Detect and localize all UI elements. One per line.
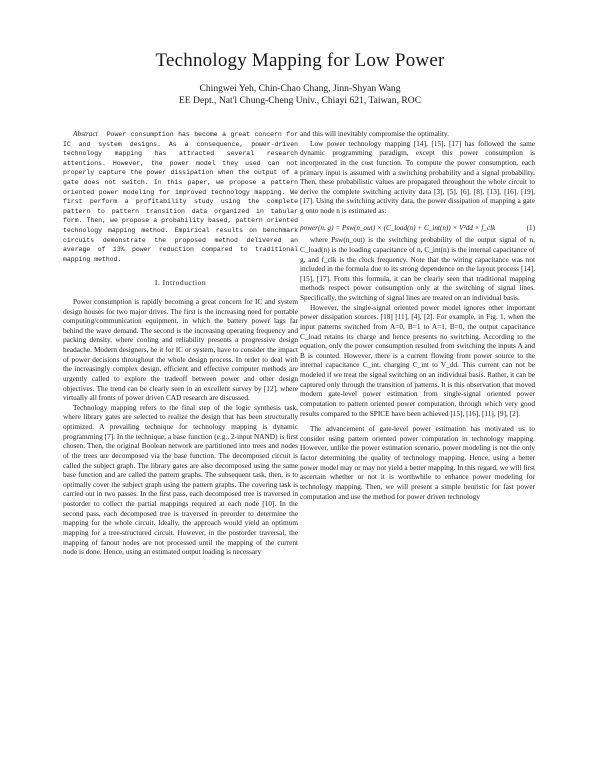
author-names: Chingwei Yeh, Chin-Chao Chang, Jinn-Shyan Wang [199,83,401,94]
author-block [0,83,600,107]
right-paragraph-1: Low power technology mapping [14], [15], [17] has followed the same dynamic programming paradigm, except this power consumption is incorporated in the cost function. To compute the power consumption, each primary input is assumed with a switching probability and a signal probability. Then, these probabilistic values are propagated throughout the whole circuit to derive the complete switching activity data [3], [5], [6], [8], [13], [16], [19], [17]. Using the switching activity data, the power dissipation of mapping a gate g onto node n is estimated as: [300,138,535,215]
abstract-lead: Abstract [73,129,98,138]
section-heading-introduction: I. Introduction [154,278,207,288]
right-paragraph-4: The advancement of gate-level power estimation has motivated us to consider using pattern oriented power computation in technology mapping. However, unlike the power estimation scenario, power modeling is not the only factor determining the quality of technology mapping. Hence, using a better power model may or may not yield a better mapping. In this regard, we will first ascertain whether or not it is worthwhile to enhance power modeling for technology mapping. Then, we will present a simple heuristic for fast power computation and use the method for power driven technology [300,424,535,501]
abstract-text: Power consumption has become a great concern for IC and system designs. As a consequence, power-driven technology mapping has attracted several research attentions. However, the power model they used can not properly capture the power dissipation when the output of a gate does not switch. In this paper, we propose a pattern oriented power modeling for improved technology mapping. We first perform a profitability study using the complete pattern to pattern transition data organized in tabular form. Then, we propose a probability based, pattern oriented technology mapping method. Empirical results on benchmark circuits demonstrate the proposed method delivered an average of 13% power reduction compared to traditional mapping method. [63,131,298,263]
right-paragraph-0: and this will inevitably compromise the optimality. [300,129,449,138]
intro-paragraph-2: Technology mapping refers to the final step of the logic synthesis task, where library gates are selected to realize the design that has been structurally optimized. A prevailing technique for technology mapping is dynamic programming [7]. In the technique, a base function (e.g., 2-input NAND) is first chosen. Then, the original Boolean network are partitioned into trees and nodes of the trees are decomposed via the base function. The decomposed circuit is called the subject graph. The library gates are also decomposed using the same base function and are called the pattern graphs. The subsequent task, then, is to optimally cover the subject graph using the pattern graphs. The covering task is carried out in two passes. In the first pass, each decomposed tree is traversed in postorder to collect the partial mappings required at each node [10]. In the second pass, each decomposed tree is traversed in preorder to determine the mapping for the whole circuit. Ideally, the approach would yield an optimum mapping for a tree-structured circuit. However, in the postorder traversal, the mapping of fanout nodes are not processed until the mapping of the current node is done. Hence, using an estimated output loading is necessary [63,402,298,557]
right-column [300,129,535,501]
left-column [63,129,298,557]
abstract [63,129,298,264]
author-affiliation: EE Dept., Nat'l Chung-Cheng Univ., Chiayi 621, Taiwan, ROC [178,95,422,106]
equation-number: (1) [526,223,535,232]
paper-title: Technology Mapping for Low Power [155,50,445,71]
equation-body: power(n, g) = Psw(n_out) × (C_load(n) + C_int(n)) × V²dd × f_clk [300,223,496,232]
intro-paragraph-1: Power consumption is rapidly becoming a great concern for IC and system design houses for two major drives. The first is the increasing need for portable computing/communication equipment, in which the battery power lags far behind the wave demand. The second is the increasing operating frequency and packing density, where cooling and reliability presents a progressive design headache. Modern designers, be it for IC or system, have to consider the impact of power decisions throughout the whole design process. In order to deal with the increasingly complex design, efficient and effective computer methods are urgently called to explore the tradeoff between power and other design objectives. The trend can be clearly seen in an excellent survey by [12], where virtually all fronts of power driven CAD research are discussed. [63,296,298,403]
right-paragraph-3: However, the single-signal oriented power model ignores other important power dissipation sources. [18] [11], [4], [2]. For example, in Fig. 1, when the input patterns switched from A=0, B=1 to A=1, B=0, the output capacitance C_load retains its charge and hence presents no switching. According to the equation, only the power consumption resulted from switching the inputs A and B is counted. However, there is a current flowing from power source to the internal capacitance C_int, charging C_int to V_dd. This current can not be modeled if we treat the signal switching on an individual basis. Rather, it can be captured only through the transition of patterns. It is this observation that moved modern gate-level power estimation from single-signal oriented power computation to pattern oriented power computation, through which very good results compared to the SPICE have been achieved [15], [16], [11], [9], [2]. [300,302,535,418]
equation-1 [300,224,535,234]
right-paragraph-2: where Psw(n_out) is the switching probability of the output signal of n, C_load(n) is the loading capacitance of n, C_int(n) is the internal capacitance of g, and f_clk is the clock frequency. Note that the wiring capacitance was not included in the formula due to its strong dependence on the layout process [14], [15], [17]. From this formula, it can be clearly seen that traditional mapping methods respect power consumption only at the switching of signal lines. Specifically, the switching of signal lines are treated on an individual basis. [300,235,535,302]
